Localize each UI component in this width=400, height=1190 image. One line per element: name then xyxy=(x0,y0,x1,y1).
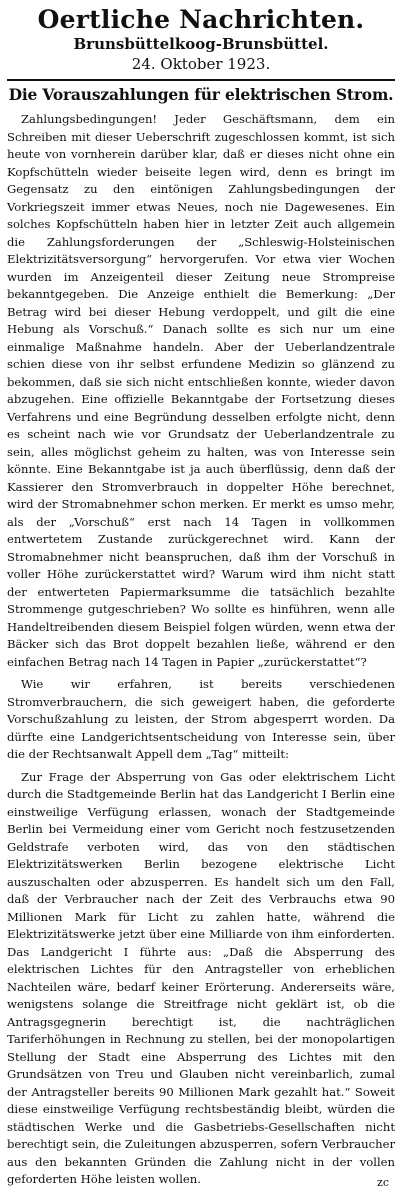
location-line: Brunsbüttelkoog-Brunsbüttel. xyxy=(73,35,329,53)
section-divider xyxy=(7,79,395,81)
article-paragraph: Zahlungsbedingungen! Jeder Geschäftsmann, dem ein Schreiben mit dieser Ueberschrift zugeschlossen kommt, ist sich heute von vornherein darüber klar, daß er dieses nicht ohne ein Kopfschütteln wieder beiseite legen wird, denn es bringt im Gegensatz zu den eintönigen Zahlungsbedingungen der Vorkriegszeit immer etwas Neues, noch nie Dagewesenes. Ein solches Kopfschütteln haben hier in letzter Zeit auch allgemein die Zahlungsforderungen der „Schleswig-Holsteinischen Elektrizitätsversorgung“ hervorgerufen. Vor etwa vier Wochen wurden im Anzeigenteil dieser Zeitung neue Strompreise bekanntgegeben. Die Anzeige enthielt die Bemerkung: „Der Betrag wird bei dieser Hebung verdoppelt, und gilt die eine Hebung als Vorschuß.“ Danach sollte es sich nur um eine einmalige Maßnahme handeln. Aber der Ueberlandzentrale schien diese von ihr selbst erfundene Medizin so glänzend zu bekommen, daß sie sich nicht entschließen konnte, wieder davon abzugehen. Eine offizielle Bekanntgabe der Fortsetzung dieses Verfahrens und eine Begründung desselben erfolgte nicht, denn es scheint nach wie vor Grundsatz der Ueberlandzentrale zu sein, alles möglichst geheim zu halten, was von Interesse sein könnte. Eine Bekanntgabe ist ja auch überflüssig, denn daß der Kassierer den Stromverbrauch in doppelter Höhe berechnet, wird der Stromabnehmer schon merken. Er merkt es umso mehr, als der „Vorschuß“ erst nach 14 Tagen in vollkommen entwertetem Zustande zurückgerechnet wird. Kann der Stromabnehmer nicht beanspruchen, daß ihm der Vorschuß in voller Höhe zurückerstattet wird? Warum wird ihm nicht statt der entwerteten Papiermarksumme die tatsächlich bezahlte Strommenge gutgeschrieben? Wo sollte es hinführen, wenn alle Handeltreibenden diesem Beispiel folgen würden, wenn etwa der Bäcker sich das Brot doppelt bezahlen ließe, während er den einfachen Betrag nach 14 Tagen in Papier „zurückerstattet“? xyxy=(7,112,395,669)
article-paragraph: Wie wir erfahren, ist bereits verschiedenen Stromverbrauchern, die sich geweigert haben, die geforderte Vorschußzahlung zu leisten, der Strom abgesperrt worden. Da dürfte eine Landgerichtsentscheidung von Interesse sein, über die der Rechtsanwalt Appell dem „Tag“ mitteilt: xyxy=(7,677,395,761)
masthead xyxy=(7,6,395,74)
article-title: Die Vorauszahlungen für elektrischen Strom. xyxy=(8,85,394,104)
article-body xyxy=(7,111,395,1190)
dateline: 24. Oktober 1923. xyxy=(131,55,271,73)
section-title: Oertliche Nachrichten. xyxy=(37,5,365,34)
author-signature: zc xyxy=(377,1175,389,1189)
article-paragraph: Zur Frage der Absperrung von Gas oder elektrischem Licht durch die Stadtgemeinde Berlin hat das Landgericht I Berlin eine einstweilige Verfügung erlassen, wonach der Stadtgemeinde Berlin bei Vermeidung einer vom Gericht noch festzusetzenden Geldstrafe verboten wird, das von den städtischen Elektrizitätswerken Berlin bezogene elektrische Licht auszuschalten oder abzusperren. Es handelt sich um den Fall, daß der Verbraucher nach der Zeit des Verbrauchs etwa 90 Millionen Mark für Licht zu zahlen hatte, während die Elektrizitätswerke jetzt über eine Milliarde von ihm einforderten. Das Landgericht I führte aus: „Daß die Absperrung des elektrischen Lichtes für den Antragsteller von erheblichen Nachteilen wäre, bedarf keiner Erörterung. Andererseits wäre, wenigstens solange die Streitfrage nicht geklärt ist, ob die Antragsgegnerin berechtigt ist, die nachträglichen Tariferhöhungen in Rechnung zu stellen, bei der monopolartigen Stellung der Stadt eine Absperrung des Lichtes mit den Grundsätzen von Treu und Glauben nicht vereinbarlich, zumal der Antragsteller bereits 90 Millionen Mark gezahlt hat.“ Soweit diese einstweilige Verfügung rechtsbeständig bleibt, würden die städtischen Werke und die Gasbetriebs-Gesellschaften nicht berechtigt sein, die Zuleitungen abzusperren, sofern Verbraucher aus den bekannten Gründen die Zahlung nicht in der vollen geforderten Höhe leisten wollen. xyxy=(7,769,395,1186)
